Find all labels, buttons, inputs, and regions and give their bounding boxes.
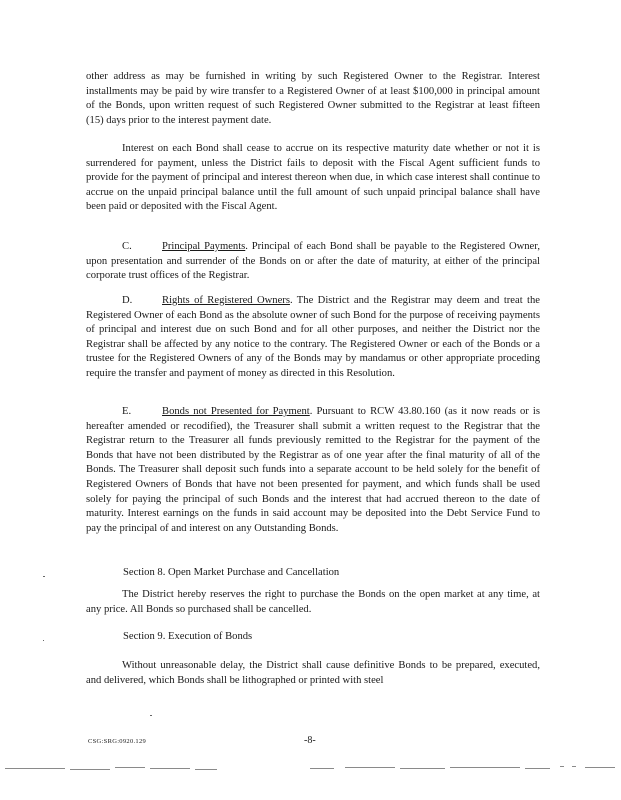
scan-speck bbox=[43, 576, 45, 577]
section-8-heading: Section 8. Open Market Purchase and Cancellation bbox=[123, 567, 340, 578]
item-label-e: E. bbox=[122, 406, 132, 417]
scan-speck bbox=[43, 640, 44, 641]
paragraph-principal-payments bbox=[86, 240, 540, 284]
scan-speck bbox=[150, 715, 152, 716]
paragraph-bonds-not-presented bbox=[86, 405, 540, 536]
heading-principal-payments: Principal Payments bbox=[162, 241, 246, 252]
text-principal-payments: . Principal of each Bond shall be payable to the Registered Owner, upon presentation and surrender of the Bonds on or after the date of maturity, at either of the principal corporate trust offices of the Registrar. bbox=[86, 241, 540, 282]
text-bonds-not-presented: . Pursuant to RCW 43.80.160 (as it now reads or is hereafter amended or recodified), the Treasurer shall submit a written request to the Registrar that the Registrar return to the Treasurer all funds previously remitted to the Registrar for the payment of the Bonds that have not been distributed by the Registrar as of one year after the final maturity of all of the Bonds. The Treasurer shall deposit such funds into a separate account to be held solely for the benefit of Registered Owners of Bonds that have not been presented for payment, and which funds shall be used solely for paying the principal of such Bonds and the interest that had accrued thereon to the date of maturity. Interest earnings on the funds in said account may be deposited into the Debt Service Fund to pay the principal of and interest on any Outstanding Bonds. bbox=[86, 406, 540, 534]
item-label-d: D. bbox=[122, 295, 133, 306]
paragraph-interest-cessation: Interest on each Bond shall cease to accrue on its respective maturity date whether or not it is surrendered for payment, unless the District fails to deposit with the Fiscal Agent sufficient funds to provide for the payment of principal and interest thereon when due, in which case interest shall continue to accrue on the unpaid principal balance until the full amount of such unpaid principal balance shall have been paid or deposited with the Fiscal Agent. bbox=[86, 143, 540, 213]
item-label-c: C. bbox=[122, 241, 132, 252]
paragraph-rights-registered-owners bbox=[86, 294, 540, 382]
heading-bonds-not-presented: Bonds not Presented for Payment bbox=[162, 406, 310, 417]
text-rights-registered-owners: . The District and the Registrar may deem and treat the Registered Owner of each Bond as the absolute owner of such Bond for the purpose of receiving payments of principal and interest due on such Bond and for all other purposes, and neither the District nor the Registrar shall be affected by any notice to the contrary. The Registered Owner or each of the Bonds or a trustee for the Registered Owners of any of the Bonds may by mandamus or other appropriate proceding require the transfer and payment of money as directed in this Resolution. bbox=[86, 295, 540, 379]
page-number: -8- bbox=[304, 735, 316, 746]
section-9-body: Without unreasonable delay, the District shall cause definitive Bonds to be prepared, executed, and delivered, which Bonds shall be lithographed or printed with steel bbox=[86, 660, 540, 686]
section-9-heading: Section 9. Execution of Bonds bbox=[123, 631, 253, 642]
paragraph-interest-payment-address: other address as may be furnished in writing by such Registered Owner to the Registrar. Interest installments may be paid by wire transfer to a Registered Owner of at least $100,000 in principal amount of the Bonds, upon written request of such Registered Owner submitted to the Registrar at least fifteen (15) days prior to the interest payment date. bbox=[86, 71, 540, 126]
document-id: CSG:SRG:0920.129 bbox=[88, 738, 147, 745]
heading-rights-registered-owners: Rights of Registered Owners bbox=[162, 295, 290, 306]
section-8-body: The District hereby reserves the right to purchase the Bonds on the open market at any time, at any price. All Bonds so purchased shall be cancelled. bbox=[86, 589, 540, 615]
